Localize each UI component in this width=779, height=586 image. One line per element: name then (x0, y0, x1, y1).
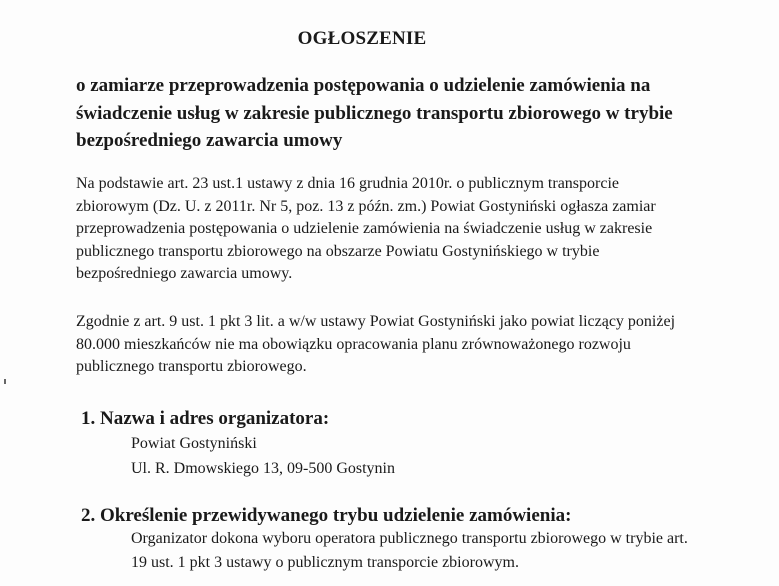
document-subject (76, 72, 716, 155)
section-2-line: Organizator dokona wyboru operatora publicznego transportu zbiorowego w trybie art. (131, 530, 688, 547)
section-1-body (131, 431, 395, 481)
section-1-heading: 1. Nazwa i adres organizatora: (81, 408, 330, 429)
paragraph-line: 80.000 mieszkańców nie ma obowiązku opracowania planu zrównoważonego rozwoju (76, 335, 631, 353)
paragraph-line: publicznego transportu zbiorowego. (76, 358, 307, 375)
paragraph-line: Zgodnie z art. 9 ust. 1 pkt 3 lit. a w/w ustawy Powiat Gostyniński jako powiat liczący poniżej (76, 313, 676, 330)
paragraph-line: bezpośredniego zawarcia umowy. (76, 265, 293, 282)
organizer-address: Ul. R. Dmowskiego 13, 09-500 Gostynin (131, 460, 395, 477)
paragraph-legal-basis (76, 173, 716, 286)
subject-line: o zamiarze przeprowadzenia postępowania o udzielenie zamówienia na (76, 75, 651, 96)
paragraph-line: przeprowadzenia postępowania o udzielenie zamówienia na świadczenie usług w zakresie (76, 220, 653, 237)
paragraph-line: publicznego transportu zbiorowego na obszarze Powiatu Gostynińskiego w trybie (76, 242, 600, 260)
document-title: OGŁOSZENIE (297, 28, 427, 49)
subject-line: bezpośredniego zawarcia umowy (76, 130, 343, 151)
paragraph-line: Na podstawie art. 23 ust.1 ustawy z dnia 16 grudnia 2010r. o publicznym transporcie (76, 175, 619, 192)
section-2-body (131, 527, 688, 575)
paragraph-exemption (76, 311, 716, 379)
subject-line: świadczenie usług w zakresie publicznego transportu zbiorowego w trybie (76, 102, 673, 124)
section-2-line: 19 ust. 1 pkt 3 ustawy o publicznym transporcie zbiorowym. (131, 554, 519, 571)
organizer-name: Powiat Gostyniński (131, 435, 257, 452)
section-2-heading: 2. Określenie przewidywanego trybu udzielenie zamówienia: (81, 505, 572, 526)
paragraph-line: zbiorowym (Dz. U. z 2011r. Nr 5, poz. 13 z późn. zm.) Powiat Gostyniński ogłasza zamiar (76, 197, 656, 215)
scan-artifact-mark (4, 379, 6, 384)
